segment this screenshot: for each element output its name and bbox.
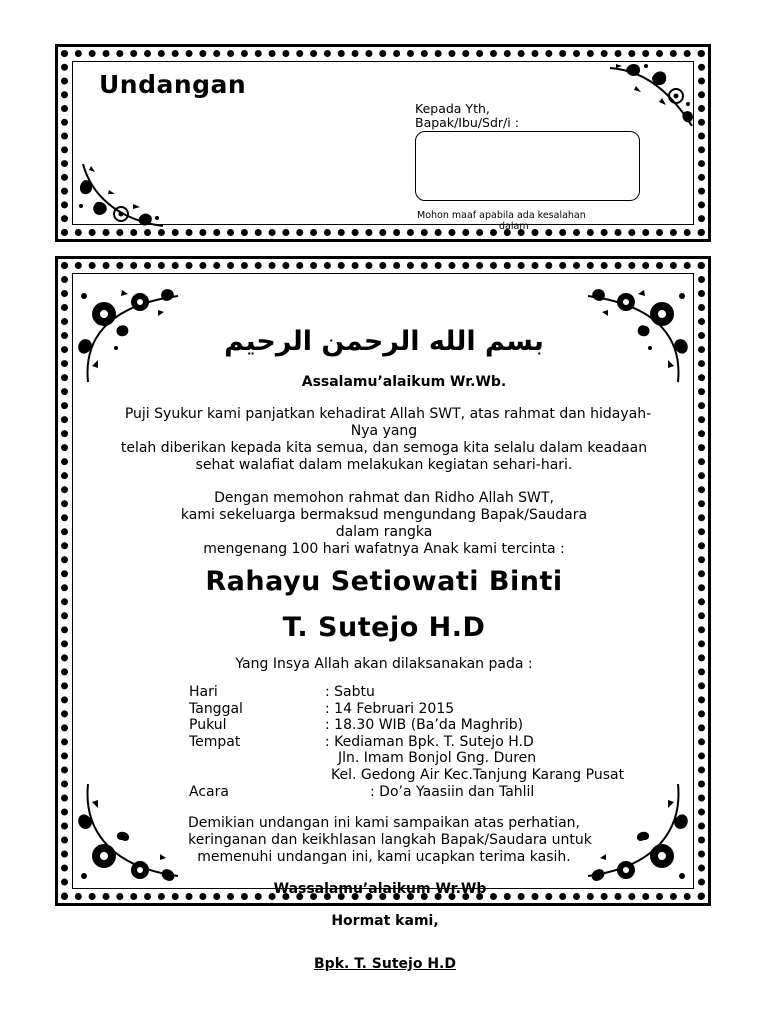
paragraph-2-line-3: dalam rangka: [335, 524, 433, 540]
detail-value-acara: : Do’a Yaasiin dan Tahlil: [370, 784, 535, 800]
deceased-name-line-1: Rahayu Setiowati Binti: [205, 566, 563, 597]
address-line-2: Kel. Gedong Air Kec.Tanjung Karang Pusat: [331, 767, 625, 783]
floral-corner-icon: [74, 282, 184, 386]
bismillah-text: بسم الله الرحمن الرحيم: [224, 325, 544, 357]
floral-corner-icon: [77, 160, 167, 232]
paragraph-2-line-2: kami sekeluarga bermaksud mengundang Bapak/Saudara: [180, 507, 588, 523]
bismillah-calligraphy: [224, 312, 544, 370]
apology-note: Mohon maaf apabila ada kesalahan: [417, 210, 586, 221]
closing-line-1: Demikian undangan ini kami sampaikan atas perhatian,: [188, 815, 580, 831]
detail-label-tanggal: Tanggal: [189, 701, 243, 717]
signature-name: [1, 956, 768, 972]
detail-value-pukul: : 18.30 WIB (Ba’da Maghrib): [325, 717, 524, 733]
closing-line-3: memenuhi undangan ini, kami ucapkan terima kasih.: [197, 849, 571, 865]
detail-value-hari: : Sabtu: [325, 684, 375, 700]
address-line-1: Jln. Imam Bonjol Gng. Duren: [338, 750, 537, 766]
detail-label-pukul: Pukul: [189, 717, 227, 733]
detail-value-tanggal: : 14 Februari 2015: [325, 701, 455, 717]
closing-line-2: keringanan dan keikhlasan langkah Bapak/Saudara untuk: [188, 832, 592, 848]
paragraph-2-line-1: Dengan memohon rahmat dan Ridho Allah SWT,: [214, 490, 554, 506]
regards: Hormat kami,: [331, 913, 439, 929]
detail-label-tempat: Tempat: [189, 734, 241, 750]
event-intro: Yang Insya Allah akan dilaksanakan pada :: [235, 656, 533, 672]
recipient-salutation: Bapak/Ibu/Sdr/i :: [415, 115, 519, 130]
paragraph-1-line-4: sehat walafiat dalam melakukan kegiatan sehari-hari.: [195, 457, 573, 473]
recipient-address-box[interactable]: [415, 131, 640, 201]
farewell: Wassalamu’alaikum Wr.Wb: [273, 881, 487, 897]
detail-value-tempat: : Kediaman Bpk. T. Sutejo H.D: [325, 734, 534, 750]
paragraph-1-line-1: Puji Syukur kami panjatkan kehadirat Allah SWT, atas rahmat dan hidayah-: [124, 406, 652, 422]
apology-note-cont: dalam: [499, 221, 529, 232]
detail-label-hari: Hari: [189, 684, 218, 700]
floral-corner-icon: [606, 60, 698, 132]
detail-label-acara: Acara: [189, 784, 229, 800]
floral-corner-icon: [582, 282, 692, 386]
paragraph-2-line-4: mengenang 100 hari wafatnya Anak kami tercinta :: [203, 541, 565, 557]
paragraph-1-line-3: telah diberikan kepada kita semua, dan semoga kita selalu dalam keadaan: [120, 440, 648, 456]
paragraph-1-line-2: Nya yang: [350, 423, 418, 439]
deceased-name-line-2: T. Sutejo H.D: [282, 612, 486, 643]
envelope-title: Undangan: [99, 70, 247, 99]
recipient-label: Kepada Yth,: [415, 101, 490, 116]
greeting: Assalamu’alaikum Wr.Wb.: [301, 374, 507, 390]
signature-text: Bpk. T. Sutejo H.D: [314, 956, 456, 972]
